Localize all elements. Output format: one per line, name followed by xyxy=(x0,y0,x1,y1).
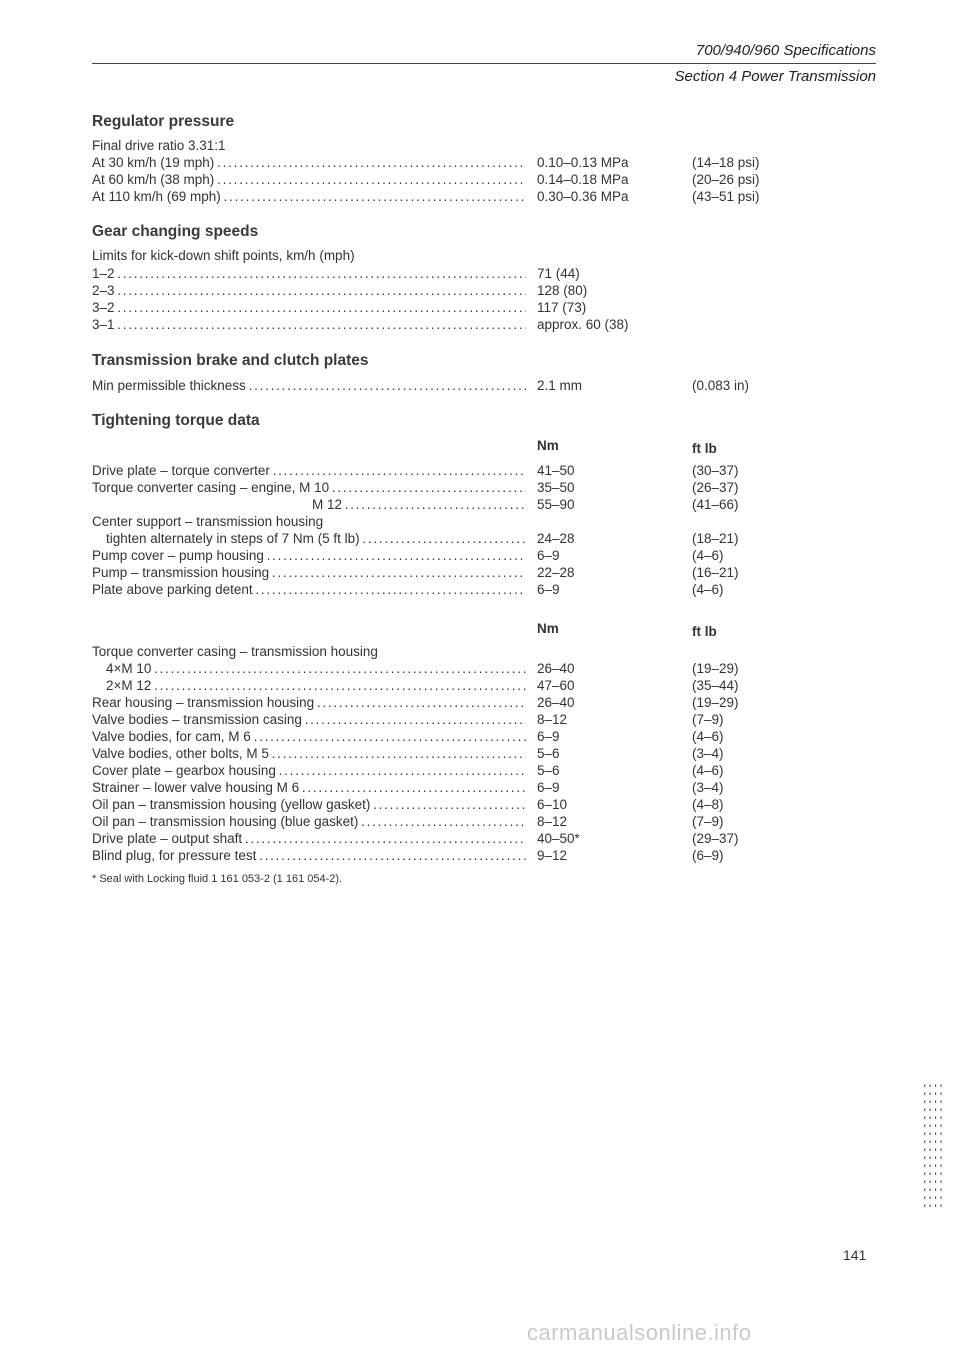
section-heading-brake: Transmission brake and clutch plates xyxy=(92,352,369,369)
spec-label: Drive plate – torque converter . . . xyxy=(92,462,526,480)
spec-label: Blind plug, for pressure test . . . xyxy=(92,847,526,865)
header-subtitle: Section 4 Power Transmission xyxy=(674,68,876,85)
spec-label: Plate above parking detent . . . xyxy=(92,581,526,599)
spec-label: Oil pan – transmission housing (blue gasket) . . . xyxy=(92,813,526,831)
spec-label: Torque converter casing – engine, M 10 . . . xyxy=(92,479,526,497)
spec-label: 4×M 10 . . . xyxy=(92,660,526,678)
spec-value-imperial: (0.083 in) xyxy=(692,378,750,393)
spec-value-imperial: (18–21) xyxy=(692,531,739,546)
spec-value: 47–60 xyxy=(537,678,575,693)
spec-value-imperial: (7–9) xyxy=(692,712,724,727)
column-header-ftlb: ft lb xyxy=(692,441,717,456)
edge-mark: '''' '''' '''' '''' '''' '''' '''' '''' '''' '''' '''' '''' '''' '''' '''' '''' xyxy=(922,1084,944,1214)
spec-value-imperial: (20–26 psi) xyxy=(692,172,760,187)
gear-intro: Limits for kick-down shift points, km/h (mph) xyxy=(92,248,355,263)
spec-label: tighten alternately in steps of 7 Nm (5 ft lb) . . . xyxy=(92,530,526,548)
spec-value: 8–12 xyxy=(537,712,568,727)
column-header-nm: Nm xyxy=(537,621,559,636)
column-header-ftlb: ft lb xyxy=(692,624,717,639)
spec-label: Strainer – lower valve housing M 6 . . . xyxy=(92,779,526,797)
spec-value-imperial: (35–44) xyxy=(692,678,739,693)
spec-label: Cover plate – gearbox housing . . . xyxy=(92,762,526,780)
spec-value: 40–50* xyxy=(537,831,580,846)
spec-value: 0.30–0.36 MPa xyxy=(537,189,629,204)
spec-value-imperial: (4–8) xyxy=(692,797,724,812)
spec-label: At 60 km/h (38 mph) . . . xyxy=(92,171,526,189)
spec-value: 6–10 xyxy=(537,797,568,812)
page-number: 141 xyxy=(843,1247,867,1263)
spec-label: At 110 km/h (69 mph) . . . xyxy=(92,188,526,206)
spec-value-imperial: (3–4) xyxy=(692,780,724,795)
footer-watermark: carmanualsonline.info xyxy=(527,1320,752,1345)
spec-label: Valve bodies, other bolts, M 5 . . . xyxy=(92,745,526,763)
section-heading-regulator: Regulator pressure xyxy=(92,113,235,130)
spec-value-imperial: (26–37) xyxy=(692,480,739,495)
spec-value: 6–9 xyxy=(537,582,560,597)
spec-value: 0.14–0.18 MPa xyxy=(537,172,629,187)
spec-value: 9–12 xyxy=(537,848,568,863)
spec-value-imperial: (4–6) xyxy=(692,582,724,597)
spec-label: Rear housing – transmission housing . . . xyxy=(92,694,526,712)
spec-value-imperial: (19–29) xyxy=(692,661,739,676)
spec-value: 6–9 xyxy=(537,548,560,563)
spec-label: M 12 . . . xyxy=(92,496,526,514)
spec-label: 2–3 . . . xyxy=(92,282,526,300)
spec-label: Torque converter casing – transmission housing xyxy=(92,644,378,659)
spec-value-imperial: (41–66) xyxy=(692,497,739,512)
spec-value: 0.10–0.13 MPa xyxy=(537,155,629,170)
spec-label: Min permissible thickness . . . xyxy=(92,377,526,395)
spec-value: 8–12 xyxy=(537,814,568,829)
spec-value: 117 (73) xyxy=(537,300,587,315)
spec-value: 128 (80) xyxy=(537,283,588,298)
spec-label: Center support – transmission housing xyxy=(92,514,324,529)
spec-value: 2.1 mm xyxy=(537,378,583,393)
spec-value-imperial: (19–29) xyxy=(692,695,739,710)
spec-value: 26–40 xyxy=(537,695,575,710)
spec-label: 2×M 12 . . . xyxy=(92,677,526,695)
column-header-nm: Nm xyxy=(537,438,559,453)
spec-label: 1–2 . . . xyxy=(92,265,526,283)
spec-value-imperial: (4–6) xyxy=(692,763,724,778)
spec-value: 71 (44) xyxy=(537,266,580,281)
header-rule xyxy=(92,63,876,64)
spec-label: 3–2 . . . xyxy=(92,299,526,317)
spec-label: Pump – transmission housing . . . xyxy=(92,564,526,582)
spec-value: 41–50 xyxy=(537,463,575,478)
spec-value: 5–6 xyxy=(537,763,560,778)
spec-value-imperial: (29–37) xyxy=(692,831,739,846)
spec-label: Valve bodies – transmission casing . . . xyxy=(92,711,526,729)
spec-label: Valve bodies, for cam, M 6 . . . xyxy=(92,728,526,746)
spec-label: Pump cover – pump housing . . . xyxy=(92,547,526,565)
spec-value: 6–9 xyxy=(537,729,560,744)
spec-value: 35–50 xyxy=(537,480,575,495)
spec-label: Drive plate – output shaft . . . xyxy=(92,830,526,848)
spec-value: 22–28 xyxy=(537,565,575,580)
spec-value-imperial: (4–6) xyxy=(692,729,724,744)
spec-value: 26–40 xyxy=(537,661,575,676)
spec-value: 55–90 xyxy=(537,497,575,512)
header-title: 700/940/960 Specifications xyxy=(695,42,876,59)
spec-value: approx. 60 (38) xyxy=(537,317,629,332)
spec-value: 6–9 xyxy=(537,780,560,795)
regulator-intro: Final drive ratio 3.31:1 xyxy=(92,138,226,153)
spec-value-imperial: (30–37) xyxy=(692,463,739,478)
footnote: * Seal with Locking fluid 1 161 053-2 (1 161 054-2). xyxy=(92,873,343,885)
section-heading-torque: Tightening torque data xyxy=(92,412,260,429)
spec-value-imperial: (3–4) xyxy=(692,746,724,761)
spec-value-imperial: (6–9) xyxy=(692,848,724,863)
section-heading-gear: Gear changing speeds xyxy=(92,223,259,240)
spec-value-imperial: (7–9) xyxy=(692,814,724,829)
spec-label: Oil pan – transmission housing (yellow gasket) . . . xyxy=(92,796,526,814)
spec-value: 5–6 xyxy=(537,746,560,761)
spec-label: 3–1 . . . xyxy=(92,316,526,334)
spec-value: 24–28 xyxy=(537,531,575,546)
spec-value-imperial: (43–51 psi) xyxy=(692,189,760,204)
spec-value-imperial: (4–6) xyxy=(692,548,724,563)
spec-value-imperial: (16–21) xyxy=(692,565,739,580)
spec-label: At 30 km/h (19 mph) . . . xyxy=(92,154,526,172)
spec-value-imperial: (14–18 psi) xyxy=(692,155,760,170)
